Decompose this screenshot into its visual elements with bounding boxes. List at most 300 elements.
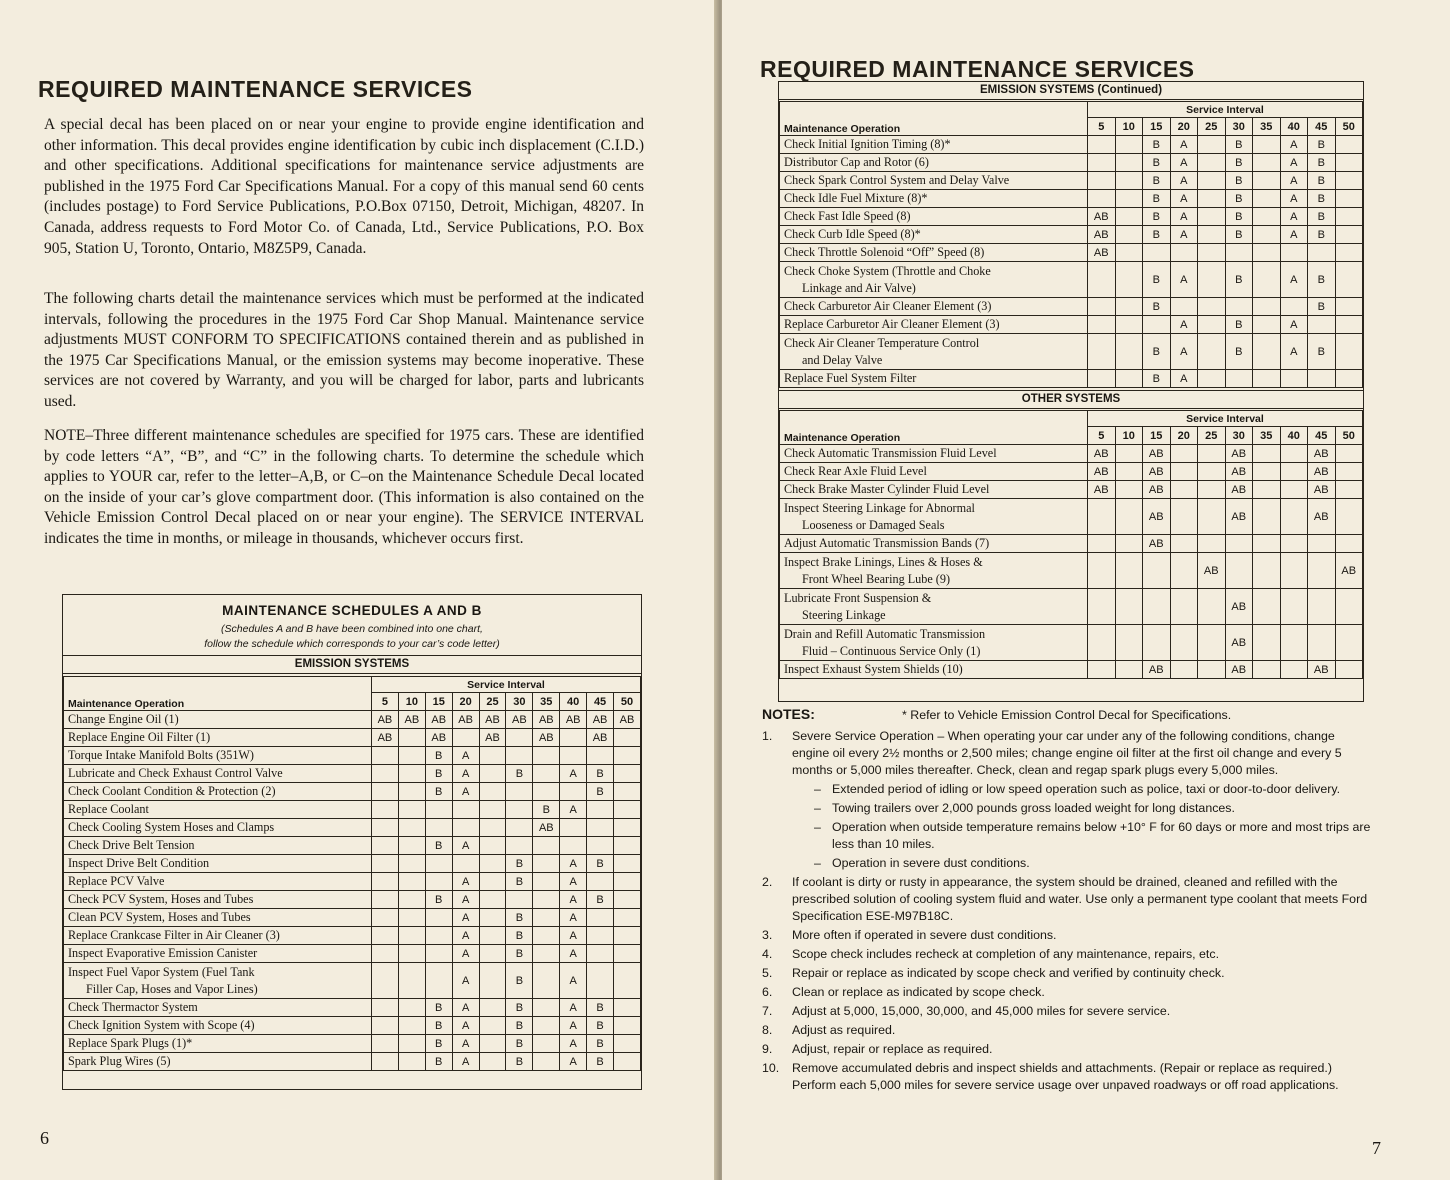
operation-label: Check Drive Belt Tension [68, 838, 195, 852]
schedule-cell [1253, 481, 1281, 499]
note-number: 10. [762, 1061, 780, 1075]
schedule-cell: A [560, 873, 587, 891]
schedule-cell: B [1143, 298, 1171, 316]
note-text: Adjust, repair or replace as required. [792, 1042, 993, 1056]
schedule-cell [398, 1035, 425, 1053]
schedule-cell [1253, 553, 1281, 589]
interval-header: 15 [1143, 427, 1171, 445]
schedule-cell: AB [1225, 661, 1253, 679]
schedule-cell: AB [1088, 463, 1116, 481]
operation-cell [64, 945, 372, 963]
operation-cell [780, 661, 1088, 679]
schedule-cell [479, 801, 506, 819]
notes-section [762, 706, 1372, 1096]
schedule-cell [1280, 535, 1308, 553]
schedule-cell: A [1280, 208, 1308, 226]
notes-heading: NOTES: [762, 706, 815, 722]
operation-cell [64, 999, 372, 1017]
schedule-cell: A [452, 837, 479, 855]
schedule-cell [533, 999, 560, 1017]
schedule-cell [533, 747, 560, 765]
schedule-cell [1088, 298, 1116, 316]
schedule-cell: B [425, 765, 452, 783]
note-item [762, 984, 1372, 1001]
operation-label: Adjust Automatic Transmission Bands (7) [784, 536, 990, 550]
schedule-cell: A [452, 945, 479, 963]
schedule-cell: B [587, 783, 614, 801]
note-number: 9. [762, 1042, 773, 1056]
operation-label: Replace Coolant [68, 802, 149, 816]
schedule-cell [398, 819, 425, 837]
schedule-cell: A [1170, 316, 1198, 334]
schedule-cell [372, 819, 399, 837]
schedule-cell: AB [1308, 463, 1336, 481]
table-row [64, 783, 641, 801]
schedule-cell [1253, 499, 1281, 535]
interval-header: 45 [1308, 118, 1336, 136]
left-page-heading: REQUIRED MAINTENANCE SERVICES [38, 76, 473, 102]
schedule-cell [479, 1017, 506, 1035]
operation-cell [780, 445, 1088, 463]
table-row [64, 1035, 641, 1053]
interval-header: 15 [1143, 118, 1171, 136]
table-row [64, 711, 641, 729]
schedule-cell: B [1143, 262, 1171, 298]
schedule-cell [1115, 535, 1143, 553]
note-number: 5. [762, 966, 773, 980]
operation-cell [780, 244, 1088, 262]
schedule-cell: AB [1335, 553, 1363, 589]
schedule-cell [560, 747, 587, 765]
schedule-cell [1253, 370, 1281, 388]
note-sub-item [762, 855, 1372, 872]
schedule-cell: AB [479, 729, 506, 747]
schedule-cell [1335, 154, 1363, 172]
schedule-cell [587, 927, 614, 945]
note-number: 7. [762, 1004, 773, 1018]
table-row [780, 661, 1363, 679]
schedule-cell [1225, 244, 1253, 262]
schedule-cell [479, 927, 506, 945]
table-row [780, 535, 1363, 553]
schedule-cell [425, 909, 452, 927]
schedule-cell: AB [560, 711, 587, 729]
section-heading-emission-continued: EMISSION SYSTEMS (Continued) [779, 82, 1363, 100]
schedule-cell [1115, 625, 1143, 661]
operation-cell [780, 190, 1088, 208]
note-text: Remove accumulated debris and inspect shields and attachments. (Repair or replace as required.) Perform each 5,000 miles for severe service usage over unpaved roadways or off road applications. [792, 1061, 1339, 1092]
schedule-cell [372, 1053, 399, 1071]
schedule-cell [614, 747, 641, 765]
schedule-cell [479, 909, 506, 927]
schedule-cell: B [506, 1035, 533, 1053]
schedule-cell: AB [1225, 499, 1253, 535]
operation-label: Check Rear Axle Fluid Level [784, 464, 927, 478]
schedule-cell: B [587, 765, 614, 783]
schedule-cell: A [1280, 262, 1308, 298]
operation-label: Inspect Exhaust System Shields (10) [784, 662, 963, 676]
dash-bullet: – [814, 820, 821, 834]
schedule-cell [587, 801, 614, 819]
schedule-cell: B [1308, 208, 1336, 226]
interval-header: 10 [1115, 427, 1143, 445]
interval-header: 5 [1088, 427, 1116, 445]
schedule-cell: A [452, 963, 479, 999]
operation-label: Linkage and Air Valve) [802, 280, 916, 295]
schedule-cell [1308, 589, 1336, 625]
operation-cell [780, 298, 1088, 316]
schedule-cell [587, 963, 614, 999]
schedule-cell: AB [1225, 481, 1253, 499]
schedule-cell [614, 999, 641, 1017]
schedule-cell [398, 963, 425, 999]
schedule-ab-note-1: (Schedules A and B have been combined into one chart, [221, 623, 483, 635]
operation-cell [780, 154, 1088, 172]
page-number: 6 [40, 1128, 49, 1148]
schedule-cell [479, 1053, 506, 1071]
note-paragraph: NOTE–Three different maintenance schedules are specified for 1975 cars. These are identified by code letters “A”, “B”, and “C” in the following charts. To determine the schedule which applies to YOUR car, refer to the letter–A,B, or C–on the Maintenance Schedule Decal located on the inside of your car’s glove compartment door. (This information is also contained on the Vehicle Emission Control Decal placed on or near your engine). The SERVICE INTERVAL indicates the time in months, or mileage in thousands, whichever occurs first. [44, 427, 644, 547]
table-row [64, 999, 641, 1017]
note-number: 8. [762, 1023, 773, 1037]
schedule-cell [560, 729, 587, 747]
table-row [64, 891, 641, 909]
operation-cell [64, 855, 372, 873]
table-row [780, 190, 1363, 208]
interval-header: 20 [1170, 427, 1198, 445]
schedule-cell [479, 891, 506, 909]
schedule-cell: B [1308, 154, 1336, 172]
schedule-cell: A [1280, 226, 1308, 244]
schedule-cell: A [452, 891, 479, 909]
schedule-cell: A [560, 999, 587, 1017]
table-row [780, 136, 1363, 154]
schedule-cell: B [506, 855, 533, 873]
schedule-cell: A [1280, 172, 1308, 190]
schedule-cell [1198, 463, 1226, 481]
schedule-cell: B [425, 1053, 452, 1071]
schedule-cell [1115, 316, 1143, 334]
schedule-cell [614, 1017, 641, 1035]
note-number: 2. [762, 875, 773, 889]
schedule-cell [398, 855, 425, 873]
schedule-cell: B [506, 1017, 533, 1035]
schedule-cell [398, 909, 425, 927]
schedule-cell [533, 1035, 560, 1053]
schedule-cell [1198, 661, 1226, 679]
schedule-cell: A [1170, 262, 1198, 298]
schedule-cell: B [587, 999, 614, 1017]
schedule-cell: A [1280, 334, 1308, 370]
operation-cell [64, 801, 372, 819]
schedule-cell: B [425, 1017, 452, 1035]
schedule-cell: B [1143, 172, 1171, 190]
schedule-cell [1308, 244, 1336, 262]
schedule-cell: B [425, 1035, 452, 1053]
schedule-cell: B [506, 909, 533, 927]
schedule-cell [1335, 661, 1363, 679]
interval-header: 45 [1308, 427, 1336, 445]
table-row [780, 244, 1363, 262]
schedule-cell: B [1143, 226, 1171, 244]
service-interval-header: Service Interval [372, 677, 641, 693]
schedule-cell: AB [1198, 553, 1226, 589]
schedule-cell [1280, 298, 1308, 316]
schedule-ab-note-2: follow the schedule which corresponds to your car’s code letter) [204, 638, 500, 650]
schedule-cell: A [452, 747, 479, 765]
schedule-cell [1170, 499, 1198, 535]
schedule-cell [533, 837, 560, 855]
schedule-cell [560, 837, 587, 855]
schedule-cell [425, 873, 452, 891]
schedule-cell: A [560, 1017, 587, 1035]
section-heading-emission: EMISSION SYSTEMS [63, 655, 641, 674]
schedule-cell [1088, 154, 1116, 172]
schedule-cell: B [1308, 262, 1336, 298]
schedule-cell [1198, 481, 1226, 499]
schedule-cell [587, 747, 614, 765]
schedule-cell [1115, 208, 1143, 226]
schedule-cell: B [587, 1035, 614, 1053]
schedule-cell [425, 801, 452, 819]
interval-header: 25 [479, 693, 506, 711]
operation-cell [64, 963, 372, 999]
schedule-cell [452, 801, 479, 819]
schedule-cell: B [425, 747, 452, 765]
interval-header: 45 [587, 693, 614, 711]
schedule-cell [1198, 316, 1226, 334]
operation-label: Clean PCV System, Hoses and Tubes [68, 910, 251, 924]
operation-label: Drain and Refill Automatic Transmission [784, 626, 986, 641]
schedule-cell [1115, 661, 1143, 679]
note-item [762, 728, 1372, 779]
note-number: 6. [762, 985, 773, 999]
schedule-cell [479, 999, 506, 1017]
operation-cell [780, 535, 1088, 553]
schedule-cell [1253, 208, 1281, 226]
operation-label: Distributor Cap and Rotor (6) [784, 155, 929, 169]
schedule-cell [1170, 298, 1198, 316]
note-number: 4. [762, 947, 773, 961]
schedule-cell [1088, 589, 1116, 625]
schedule-cell [1335, 535, 1363, 553]
operation-label: Check Brake Master Cylinder Fluid Level [784, 482, 990, 496]
note-item [762, 927, 1372, 944]
schedule-cell: AB [1143, 463, 1171, 481]
note-number: 1. [762, 729, 773, 743]
note-item [762, 874, 1372, 925]
operation-cell [780, 172, 1088, 190]
left-page [0, 0, 718, 1180]
schedule-cell [372, 1017, 399, 1035]
table-row [64, 909, 641, 927]
operation-label: Inspect Brake Linings, Lines & Hoses & [784, 554, 983, 569]
schedule-cell [425, 963, 452, 999]
table-row [780, 589, 1363, 625]
schedule-cell: A [452, 909, 479, 927]
schedule-cell: A [1170, 334, 1198, 370]
schedule-cell: AB [1225, 625, 1253, 661]
schedule-cell [1335, 445, 1363, 463]
schedule-cell [1088, 499, 1116, 535]
operation-label: Replace PCV Valve [68, 874, 165, 888]
operation-label: Replace Fuel System Filter [784, 371, 917, 385]
maintenance-operation-header: Maintenance Operation [780, 411, 1088, 445]
schedule-cell [398, 765, 425, 783]
schedule-cell: AB [1088, 208, 1116, 226]
schedule-cell [1115, 154, 1143, 172]
schedule-cell [1335, 298, 1363, 316]
schedule-cell [614, 927, 641, 945]
operation-cell [64, 783, 372, 801]
schedule-cell [533, 855, 560, 873]
operation-cell [780, 226, 1088, 244]
note-item [762, 1003, 1372, 1020]
schedule-cell [1253, 298, 1281, 316]
dash-bullet: – [814, 856, 821, 870]
schedule-cell [425, 855, 452, 873]
schedule-cell [372, 801, 399, 819]
operation-label: Replace Carburetor Air Cleaner Element (3) [784, 317, 1000, 331]
schedule-cell [425, 927, 452, 945]
schedule-cell [398, 873, 425, 891]
schedule-cell [1335, 334, 1363, 370]
schedule-cell: AB [1143, 481, 1171, 499]
table-row [780, 154, 1363, 172]
schedule-cell: A [1280, 190, 1308, 208]
schedule-cell [1335, 316, 1363, 334]
operation-cell [780, 262, 1088, 298]
schedule-cell [1335, 625, 1363, 661]
right-page-heading: REQUIRED MAINTENANCE SERVICES [760, 56, 1195, 82]
schedule-cell: A [452, 1053, 479, 1071]
note-item [762, 965, 1372, 982]
note-item [762, 1022, 1372, 1039]
schedule-cell [1253, 334, 1281, 370]
schedule-cell [1115, 445, 1143, 463]
schedule-cell [398, 801, 425, 819]
schedule-cell [1088, 334, 1116, 370]
interval-header: 10 [1115, 118, 1143, 136]
schedule-cell [1170, 244, 1198, 262]
schedule-cell: B [587, 1053, 614, 1071]
schedule-cell [1253, 535, 1281, 553]
schedule-cell: A [1170, 190, 1198, 208]
note-text: Repair or replace as indicated by scope check and verified by continuity check. [792, 966, 1225, 980]
schedule-cell: AB [533, 711, 560, 729]
schedule-cell [533, 891, 560, 909]
table-row [64, 801, 641, 819]
schedule-cell: B [1225, 316, 1253, 334]
operation-label: Replace Engine Oil Filter (1) [68, 730, 211, 744]
schedule-cell: AB [1225, 445, 1253, 463]
operation-cell [780, 136, 1088, 154]
interval-header: 15 [425, 693, 452, 711]
operation-label: Check Coolant Condition & Protection (2) [68, 784, 276, 798]
table-row [64, 729, 641, 747]
schedule-cell [1280, 553, 1308, 589]
schedule-cell [1335, 589, 1363, 625]
table-row [64, 765, 641, 783]
schedule-cell [533, 927, 560, 945]
schedule-cell: AB [587, 729, 614, 747]
schedule-cell [1280, 661, 1308, 679]
schedule-cell [1115, 499, 1143, 535]
schedule-cell: AB [1143, 535, 1171, 553]
schedule-cell [1198, 298, 1226, 316]
operation-cell [64, 1017, 372, 1035]
schedule-cell [1253, 244, 1281, 262]
schedule-cell [1335, 481, 1363, 499]
schedule-cell [506, 729, 533, 747]
schedule-cell [1335, 226, 1363, 244]
schedule-cell [425, 819, 452, 837]
schedule-cell [1253, 589, 1281, 625]
schedule-cell: A [452, 1035, 479, 1053]
schedule-cell [372, 765, 399, 783]
schedule-cell: AB [1088, 481, 1116, 499]
schedule-cell: A [1280, 136, 1308, 154]
schedule-cell [1225, 370, 1253, 388]
operation-cell [64, 711, 372, 729]
schedule-cell: B [1308, 334, 1336, 370]
schedule-cell: B [425, 837, 452, 855]
schedule-cell [1253, 154, 1281, 172]
schedule-cell: A [560, 801, 587, 819]
schedule-cell [1253, 262, 1281, 298]
operation-label: Inspect Drive Belt Condition [68, 856, 210, 870]
schedule-cell [1170, 445, 1198, 463]
operation-cell [780, 589, 1088, 625]
schedule-cell [1253, 226, 1281, 244]
table-row [64, 1017, 641, 1035]
operation-label: Check Carburetor Air Cleaner Element (3) [784, 299, 992, 313]
operation-label: Check Initial Ignition Timing (8)* [784, 137, 951, 151]
schedule-cell [1198, 154, 1226, 172]
operation-label: Spark Plug Wires (5) [68, 1054, 171, 1068]
schedule-cell [533, 945, 560, 963]
schedule-cell: B [1225, 334, 1253, 370]
schedule-cell [1115, 553, 1143, 589]
schedule-cell: A [452, 927, 479, 945]
schedule-cell: B [1143, 190, 1171, 208]
schedule-cell [614, 819, 641, 837]
table-row [780, 370, 1363, 388]
right-page [722, 0, 1450, 1180]
schedule-cell [1198, 136, 1226, 154]
interval-header: 5 [1088, 118, 1116, 136]
schedule-cell [1088, 553, 1116, 589]
schedule-cell: AB [533, 819, 560, 837]
operation-label: Looseness or Damaged Seals [802, 517, 945, 532]
schedule-cell [1253, 190, 1281, 208]
interval-header: 30 [1225, 427, 1253, 445]
schedule-cell [614, 891, 641, 909]
table-row [64, 1053, 641, 1071]
service-interval-header: Service Interval [1088, 102, 1363, 118]
schedule-cell [1143, 244, 1171, 262]
schedule-cell [1115, 190, 1143, 208]
schedule-cell [479, 945, 506, 963]
schedule-cell [479, 1035, 506, 1053]
schedule-cell [506, 819, 533, 837]
schedule-cell [587, 909, 614, 927]
schedule-cell [1198, 445, 1226, 463]
schedule-cell [560, 819, 587, 837]
table-row [64, 855, 641, 873]
schedule-cell [1143, 589, 1171, 625]
schedule-cell [506, 783, 533, 801]
operation-label: Check Choke System (Throttle and Choke [784, 263, 991, 278]
